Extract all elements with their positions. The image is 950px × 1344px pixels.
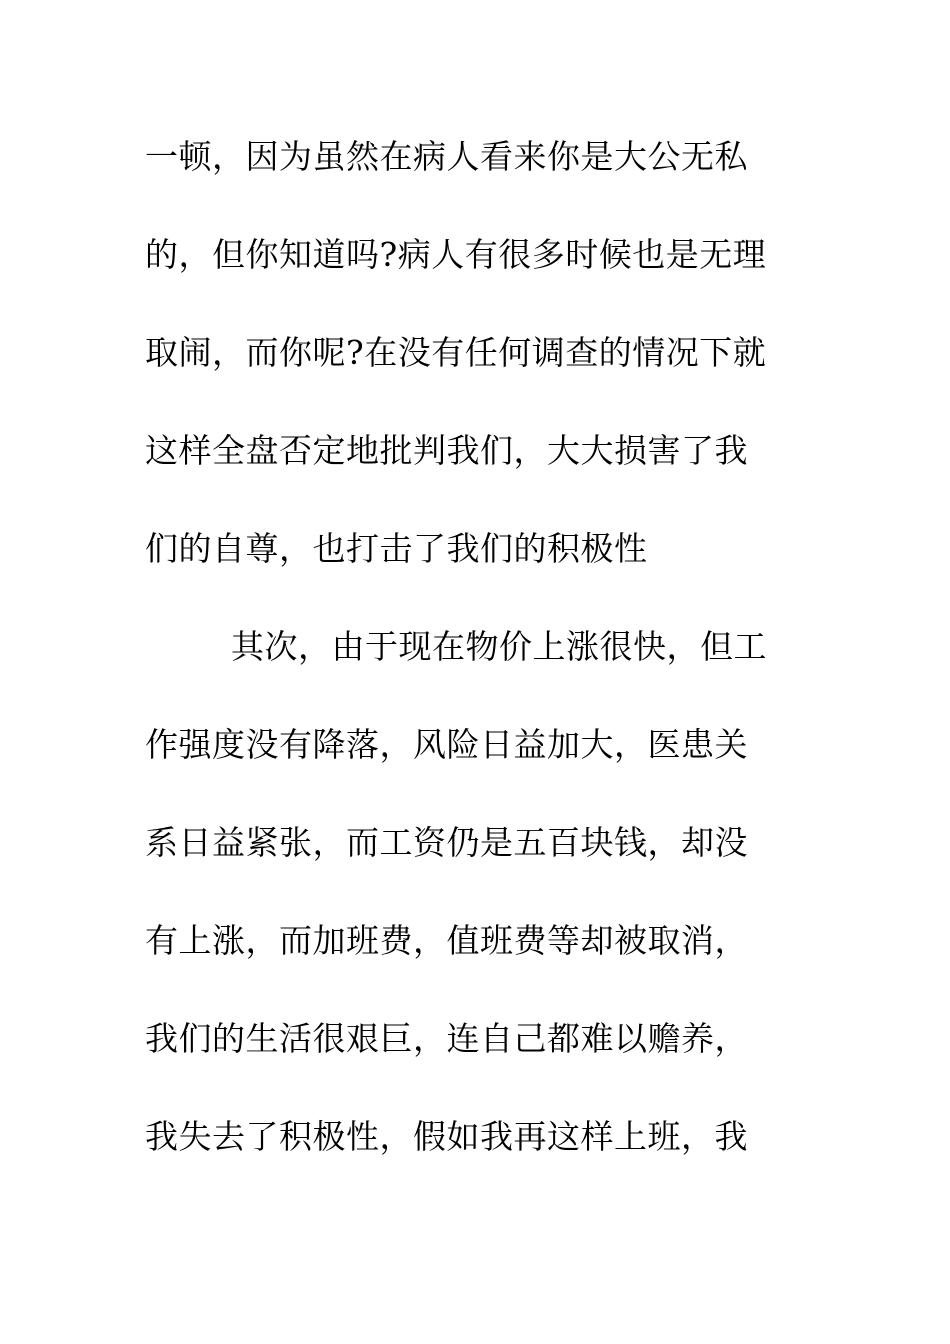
text-line: 作强度没有降落，风险日益加大，医患关 [145, 725, 748, 764]
text-line: 的，但你知道吗?病人有很多时候也是无理 [145, 235, 767, 274]
text-line: 取闹，而你呢?在没有任何调查的情况下就 [145, 333, 767, 372]
text-line: 我失去了积极性，假如我再这样上班，我 [145, 1117, 748, 1156]
body-text [145, 127, 805, 1205]
text-line: 我们的生活很艰巨，连自己都难以赡养， [145, 1019, 748, 1058]
text-line: 一顿，因为虽然在病人看来你是大公无私 [145, 137, 748, 176]
text-line: 这样全盘否定地批判我们，大大损害了我 [145, 431, 748, 470]
paragraph-start-line: 其次，由于现在物价上涨很快，但工 [231, 627, 767, 666]
text-line: 们的自尊，也打击了我们的积极性 [145, 529, 648, 568]
text-line: 系日益紧张，而工资仍是五百块钱，却没 [145, 823, 748, 862]
text-line: 有上涨，而加班费，值班费等却被取消， [145, 921, 748, 960]
